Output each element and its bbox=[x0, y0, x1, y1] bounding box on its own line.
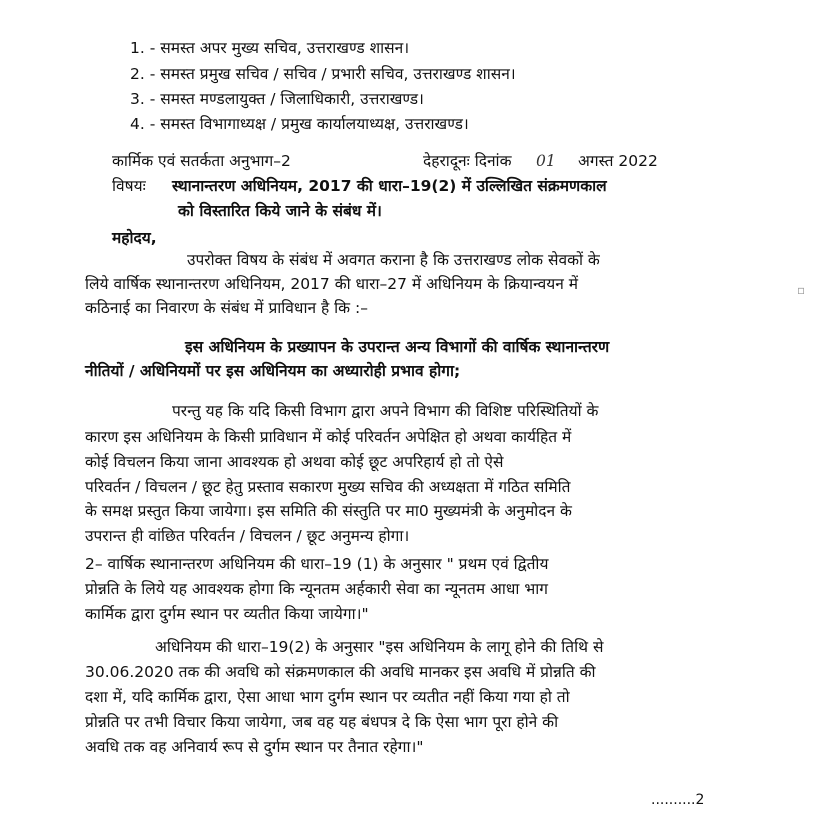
para2-line-3: कोई विचलन किया जाना आवश्यक हो अथवा कोई छूट अपरिहार्य हो तो ऐसे bbox=[85, 453, 504, 471]
para4-line-1: अधिनियम की धारा–19(2) के अनुसार "इस अधिनियम के लागू होने की तिथि से bbox=[155, 638, 604, 656]
addressee-4: 4. - समस्त विभागाध्यक्ष / प्रमुख कार्यालयाध्यक्ष, उत्तराखण्ड। bbox=[130, 115, 469, 133]
subject-line-2: को विस्तारित किये जाने के संबंध में। bbox=[178, 202, 382, 220]
para4-line-5: अवधि तक वह अनिवार्य रूप से दुर्गम स्थान पर तैनात रहेगा।" bbox=[85, 738, 424, 756]
para2-line-2: कारण इस अधिनियम के किसी प्राविधान में कोई परिवर्तन अपेक्षित हो अथवा कार्यहित में bbox=[85, 428, 572, 446]
para3-line-3: कार्मिक द्वारा दुर्गम स्थान पर व्यतीत किया जायेगा।" bbox=[85, 605, 369, 623]
para3-line-2: प्रोन्नति के लिये यह आवश्यक होगा कि न्यूनतम अर्हकारी सेवा का न्यूनतम आधा भाग bbox=[85, 580, 548, 598]
quote1-line-2: नीतियों / अधिनियमों पर इस अधिनियम का अध्यारोही प्रभाव होगा; bbox=[85, 362, 461, 380]
para4-line-4: प्रोन्नति पर तभी विचार किया जायेगा, जब वह यह बंधपत्र दे कि ऐसा भाग पूरा होने की bbox=[85, 713, 559, 731]
para2-line-1: परन्तु यह कि यदि किसी विभाग द्वारा अपने विभाग की विशिष्ट परिस्थितियों के bbox=[172, 402, 599, 420]
addressee-3: 3. - समस्त मण्डलायुक्त / जिलाधिकारी, उत्तराखण्ड। bbox=[130, 90, 424, 108]
place-date-label: देहरादूनः दिनांक bbox=[423, 152, 512, 170]
section-name: कार्मिक एवं सतर्कता अनुभाग–2 bbox=[112, 152, 291, 170]
subject-line-1: स्थानान्तरण अधिनियम, 2017 की धारा–19(2) में उल्लिखित संक्रमणकाल bbox=[172, 177, 607, 195]
handwritten-date-day: 01 bbox=[536, 152, 556, 170]
para2-line-5: के समक्ष प्रस्तुत किया जायेगा। इस समिति की संस्तुति पर मा0 मुख्यमंत्री के अनुमोदन के bbox=[85, 502, 572, 520]
subject-label: विषयः bbox=[112, 177, 146, 195]
para3-line-1: 2– वार्षिक स्थानान्तरण अधिनियम की धारा–19 (1) के अनुसार " प्रथम एवं द्वितीय bbox=[85, 555, 549, 573]
para4-line-3: दशा में, यदि कार्मिक द्वारा, ऐसा आधा भाग दुर्गम स्थान पर व्यतीत नहीं किया गया हो तो bbox=[85, 688, 570, 706]
para2-line-6: उपरान्त ही वांछित परिवर्तन / विचलन / छूट अनुमन्य होगा। bbox=[85, 527, 410, 545]
para1-line-1: उपरोक्त विषय के संबंध में अवगत कराना है कि उत्तराखण्ड लोक सेवकों के bbox=[187, 251, 600, 269]
addressee-1: 1. - समस्त अपर मुख्य सचिव, उत्तराखण्ड शासन। bbox=[130, 39, 410, 57]
addressee-2: 2. - समस्त प्रमुख सचिव / सचिव / प्रभारी सचिव, उत्तराखण्ड शासन। bbox=[130, 65, 516, 83]
para2-line-4: परिवर्तन / विचलन / छूट हेतु प्रस्ताव सकारण मुख्य सचिव की अध्यक्षता में गठित समिति bbox=[85, 478, 571, 496]
quote1-line-1: इस अधिनियम के प्रख्यापन के उपरान्त अन्य विभागों की वार्षिक स्थानान्तरण bbox=[185, 338, 610, 356]
date-month-year: अगस्त 2022 bbox=[578, 152, 658, 170]
para1-line-2: लिये वार्षिक स्थानान्तरण अधिनियम, 2017 की धारा–27 में अधिनियम के क्रियान्वयन में bbox=[85, 275, 579, 293]
page-continuation: ..........2 bbox=[651, 792, 705, 808]
salutation: महोदय, bbox=[112, 229, 157, 247]
para1-line-3: कठिनाई का निवारण के संबंध में प्राविधान है कि :– bbox=[85, 299, 368, 317]
para4-line-2: 30.06.2020 तक की अवधि को संक्रमणकाल की अवधि मानकर इस अवधि में प्रोन्नति की bbox=[85, 663, 596, 681]
margin-mark: ▫ bbox=[797, 283, 806, 297]
